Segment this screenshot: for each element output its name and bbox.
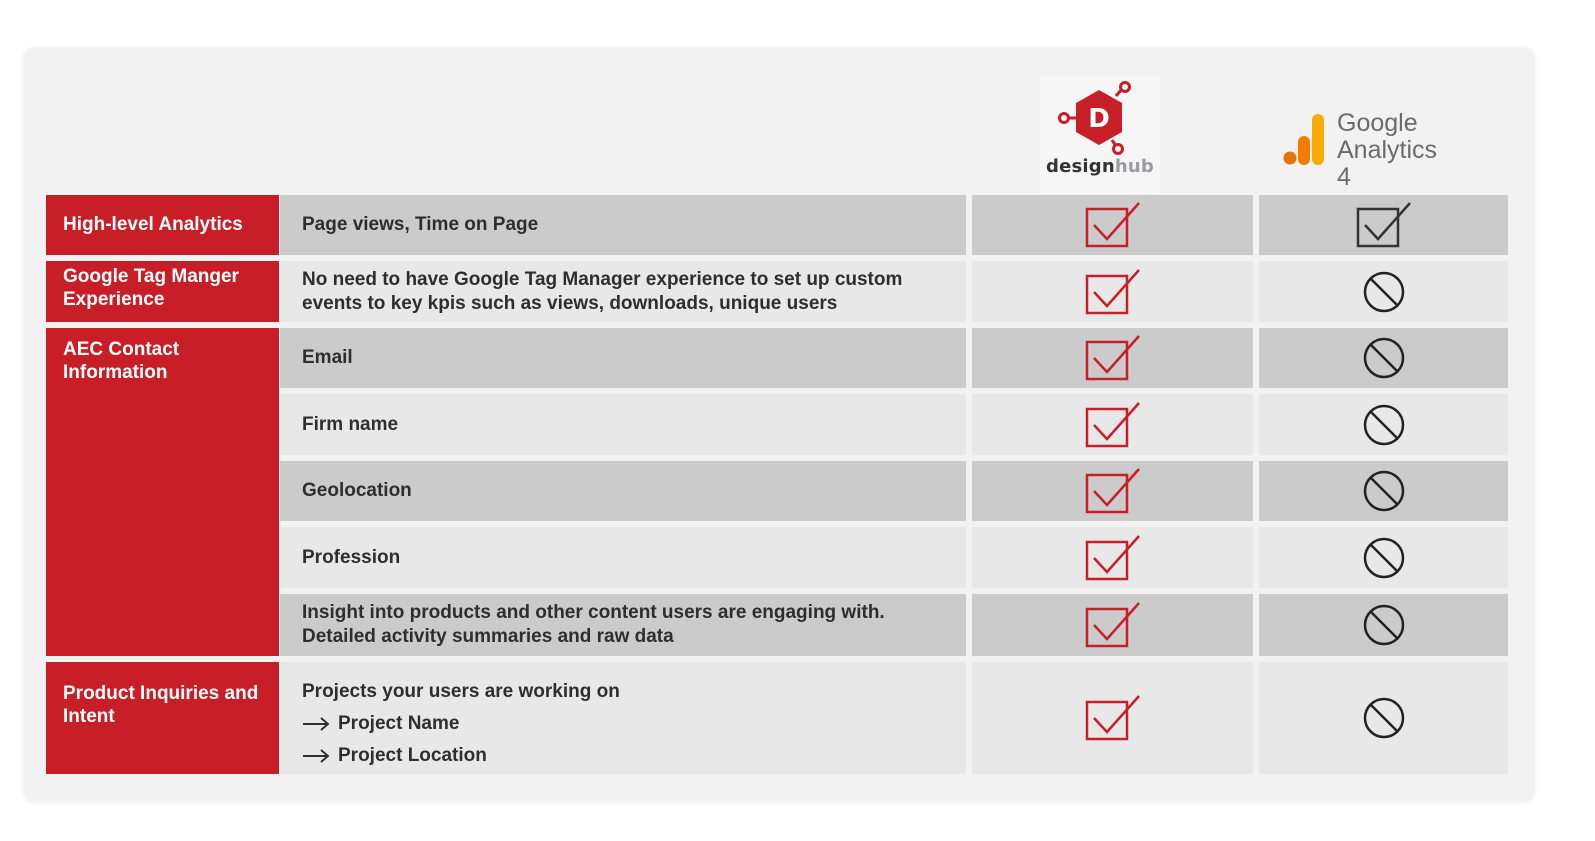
feature-row: Page views, Time on Page	[280, 195, 966, 255]
ga4-cell	[1259, 527, 1508, 588]
category-google-tag-manager: Google Tag Manger Experience	[46, 261, 279, 322]
prohibited-icon	[1360, 268, 1408, 316]
feature-row: No need to have Google Tag Manager experience to set up custom events to key kpis such as views, downloads, unique users	[280, 261, 966, 322]
arrow-right-icon	[302, 717, 330, 731]
check-icon	[1083, 466, 1143, 516]
check-icon	[1083, 600, 1143, 650]
ga4-cell	[1259, 328, 1508, 388]
arrow-right-icon	[302, 749, 330, 763]
prohibited-icon	[1360, 334, 1408, 382]
feature-row: Geolocation	[280, 461, 966, 521]
category-aec-contact: AEC Contact Information	[46, 328, 279, 656]
google-analytics-logo	[1282, 108, 1482, 191]
google-analytics-bars-icon	[1282, 108, 1326, 170]
designhub-cell	[972, 461, 1253, 521]
category-product-inquiries: Product Inquiries and Intent	[46, 662, 279, 774]
check-icon	[1083, 693, 1143, 743]
designhub-logo	[1040, 76, 1160, 194]
designhub-cell	[972, 261, 1253, 322]
check-icon	[1083, 333, 1143, 383]
designhub-cell	[972, 527, 1253, 588]
check-icon	[1083, 200, 1143, 250]
prohibited-icon	[1360, 467, 1408, 515]
feature-row: Insight into products and other content users are engaging with. Detailed activity summaries and raw data	[280, 594, 966, 656]
ga4-cell	[1259, 261, 1508, 322]
designhub-cell	[972, 195, 1253, 255]
prohibited-icon	[1360, 401, 1408, 449]
prohibited-icon	[1360, 694, 1408, 742]
ga4-cell	[1259, 594, 1508, 656]
designhub-cell	[972, 328, 1253, 388]
google-analytics-wordmark: Google Analytics 4	[1337, 109, 1438, 191]
prohibited-icon	[1360, 601, 1408, 649]
feature-row: Projects your users are working on Project Name Project Location	[280, 662, 966, 774]
designhub-cell	[972, 662, 1253, 774]
category-high-level-analytics: High-level Analytics	[46, 195, 279, 255]
designhub-wordmark: designhub	[1045, 156, 1154, 177]
feature-row: Firm name	[280, 394, 966, 455]
svg-text:D: D	[1088, 104, 1110, 134]
prohibited-icon	[1360, 534, 1408, 582]
feature-row: Profession	[280, 527, 966, 588]
feature-row: Email	[280, 328, 966, 388]
ga4-cell	[1259, 662, 1508, 774]
ga4-cell	[1259, 195, 1508, 255]
check-icon	[1083, 267, 1143, 317]
ga4-cell	[1259, 461, 1508, 521]
designhub-cell	[972, 394, 1253, 455]
designhub-hexagon-icon	[1040, 76, 1160, 156]
check-icon	[1354, 200, 1414, 250]
check-icon	[1083, 400, 1143, 450]
check-icon	[1083, 533, 1143, 583]
ga4-cell	[1259, 394, 1508, 455]
designhub-cell	[972, 594, 1253, 656]
